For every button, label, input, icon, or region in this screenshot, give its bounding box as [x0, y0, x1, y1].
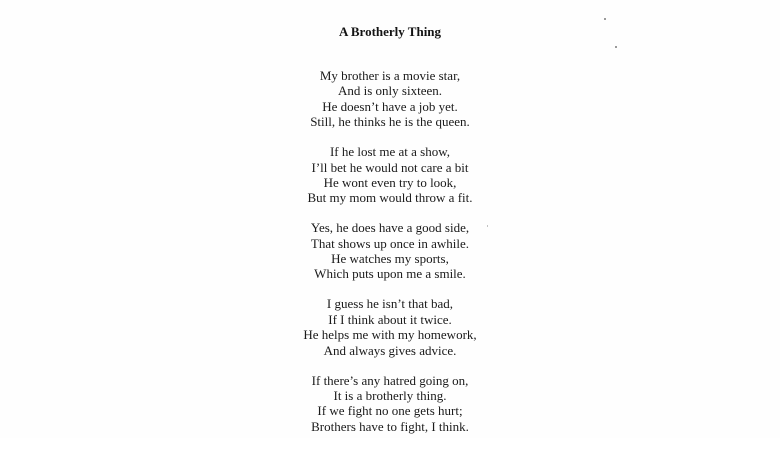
scan-speck: [487, 225, 488, 227]
poem-line: Brothers have to fight, I think.: [311, 418, 469, 434]
poem-line: He watches my sports,: [331, 251, 449, 267]
poem-line: He wont even try to look,: [323, 174, 457, 190]
poem-line: Which puts upon me a smile.: [314, 266, 466, 282]
poem-line: Still, he thinks he is the queen.: [310, 114, 470, 130]
poem-line: And is only sixteen.: [338, 83, 442, 99]
poem-line: He helps me with my homework,: [303, 327, 477, 343]
stanza-5: [0, 373, 780, 435]
poem-body: [0, 68, 780, 449]
poem-line: It is a brotherly thing.: [333, 387, 447, 403]
poem-line: If I think about it twice.: [328, 311, 452, 327]
poem-line: I guess he isn’t that bad,: [326, 296, 454, 312]
poem-line: If he lost me at a show,: [329, 144, 451, 160]
poem-line: I’ll bet he would not care a bit: [311, 159, 469, 175]
poem-line: My brother is a movie star,: [319, 68, 461, 83]
poem-line: But my mom would throw a fit.: [307, 190, 473, 206]
poem-line: Yes, he does have a good side,: [310, 220, 470, 236]
poem-line: If we fight no one gets hurt;: [317, 403, 463, 419]
scan-speck: [604, 18, 606, 20]
scan-speck: [615, 46, 617, 48]
poem-line: That shows up once in awhile.: [310, 235, 470, 251]
stanza-2: [0, 144, 780, 206]
stanza-4: [0, 296, 780, 358]
poem-line: And always gives advice.: [323, 342, 457, 358]
poem-line: If there’s any hatred going on,: [311, 372, 469, 388]
stanza-3: [0, 220, 780, 282]
stanza-1: [0, 68, 780, 130]
poem-line: He doesn’t have a job yet.: [322, 98, 458, 114]
poem-title: A Brotherly Thing: [338, 24, 442, 39]
